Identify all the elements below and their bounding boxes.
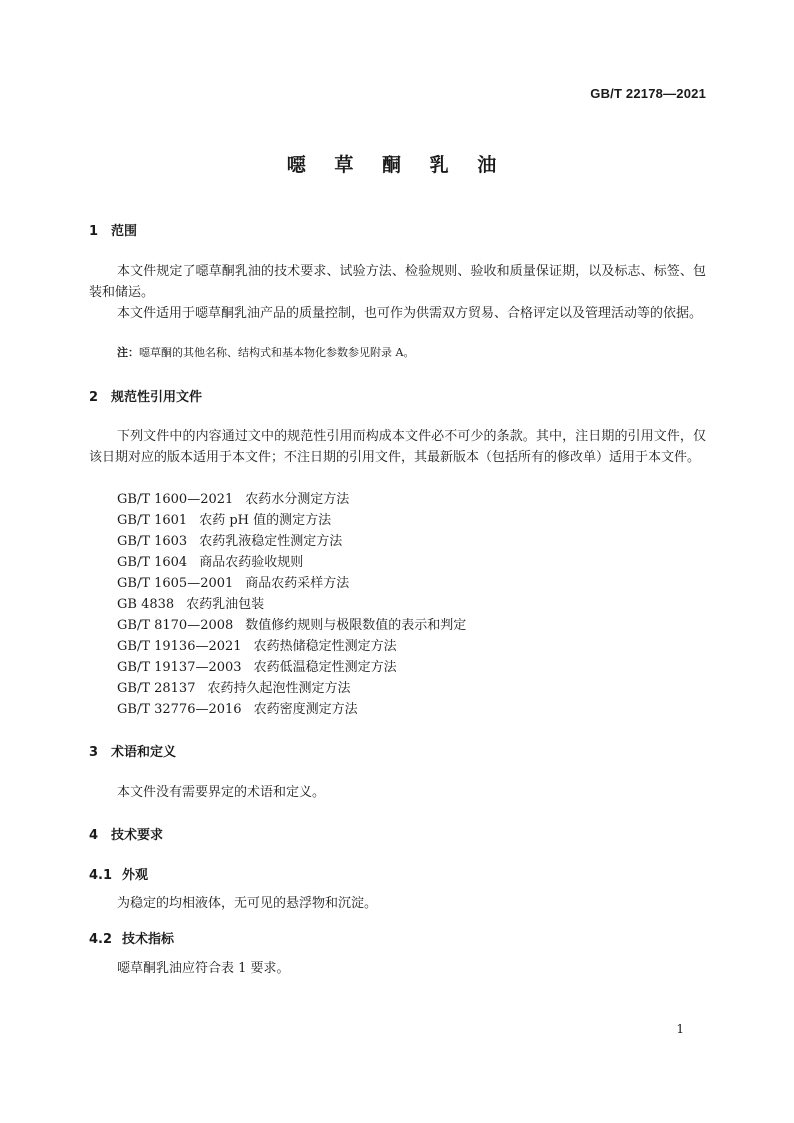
scope-paragraph-1: 本文件规定了噁草酮乳油的技术要求、试验方法、检验规则、验收和质量保证期，以及标志、标签、包装和储运。 [89,264,706,300]
reference-code: GB/T 1601 [117,513,188,528]
section-title: 外观 [122,868,149,883]
section-4-2-heading [89,928,174,947]
section-4-1-heading [89,864,148,883]
reference-title: 农药热储稳定性测定方法 [253,639,397,654]
page-number: 1 [676,1022,684,1036]
reference-item [117,489,349,510]
reference-item [117,594,264,615]
reference-code: GB 4838 [117,597,175,612]
section-number: 3 [89,745,99,760]
section-number: 4 [89,828,99,843]
section-title: 规范性引用文件 [111,390,203,405]
reference-item [117,552,303,573]
section-1-heading [89,220,137,239]
section-number: 1 [89,224,99,239]
reference-title: 农药水分测定方法 [245,492,350,507]
section-4-heading [89,824,163,843]
scope-note [117,345,414,361]
section-title: 技术要求 [111,828,164,843]
reference-code: GB/T 1600—2021 [117,492,234,507]
reference-item [117,573,349,594]
section-number: 2 [89,390,99,405]
reference-code: GB/T 1605—2001 [117,576,234,591]
standard-code: GB/T 22178—2021 [590,86,706,101]
reference-code: GB/T 19137—2003 [117,660,242,675]
section-2-heading [89,386,202,405]
reference-title: 农药 pH 值的测定方法 [199,513,332,528]
scope-paragraph-2: 本文件适用于噁草酮乳油产品的质量控制，也可作为供需双方贸易、合格评定以及管理活动等的依据。 [117,306,703,321]
reference-item [117,636,397,657]
reference-code: GB/T 1604 [117,555,188,570]
reference-code: GB/T 19136—2021 [117,639,242,654]
reference-title: 农药持久起泡性测定方法 [207,681,351,696]
reference-code: GB/T 32776—2016 [117,702,242,717]
reference-code: GB/T 1603 [117,534,188,549]
section-number: 4.1 [89,868,113,883]
reference-title: 农药低温稳定性测定方法 [253,660,397,675]
reference-title: 农药乳液稳定性测定方法 [199,534,343,549]
reference-title: 商品农药采样方法 [245,576,350,591]
reference-item [117,531,342,552]
note-label: 注： [117,346,139,359]
section-title: 技术指标 [122,932,175,947]
section-title: 范围 [111,224,138,239]
reference-item [117,615,466,636]
reference-item [117,699,358,720]
references-paragraph: 下列文件中的内容通过文中的规范性引用而构成本文件必不可少的条款。其中，注日期的引用文件，仅该日期对应的版本适用于本文件；不注日期的引用文件，其最新版本（包括所有的修改单）适用于本文件。 [89,429,706,465]
document-title: 噁 草 酮 乳 油 [286,154,508,176]
reference-title: 农药乳油包装 [186,597,265,612]
terms-paragraph: 本文件没有需要界定的术语和定义。 [117,785,326,800]
reference-item [117,510,331,531]
indicators-paragraph: 噁草酮乳油应符合表 1 要求。 [117,961,290,976]
section-title: 术语和定义 [111,745,177,760]
section-3-heading [89,741,176,760]
reference-code: GB/T 8170—2008 [117,618,234,633]
section-number: 4.2 [89,932,113,947]
appearance-paragraph: 为稳定的均相液体，无可见的悬浮物和沉淀。 [117,896,378,911]
reference-title: 农药密度测定方法 [253,702,358,717]
reference-title: 数值修约规则与极限数值的表示和判定 [245,618,467,633]
reference-item [117,657,397,678]
reference-code: GB/T 28137 [117,681,196,696]
note-text: 噁草酮的其他名称、结构式和基本物化参数参见附录 A。 [139,346,415,359]
reference-item [117,678,351,699]
reference-title: 商品农药验收规则 [199,555,304,570]
